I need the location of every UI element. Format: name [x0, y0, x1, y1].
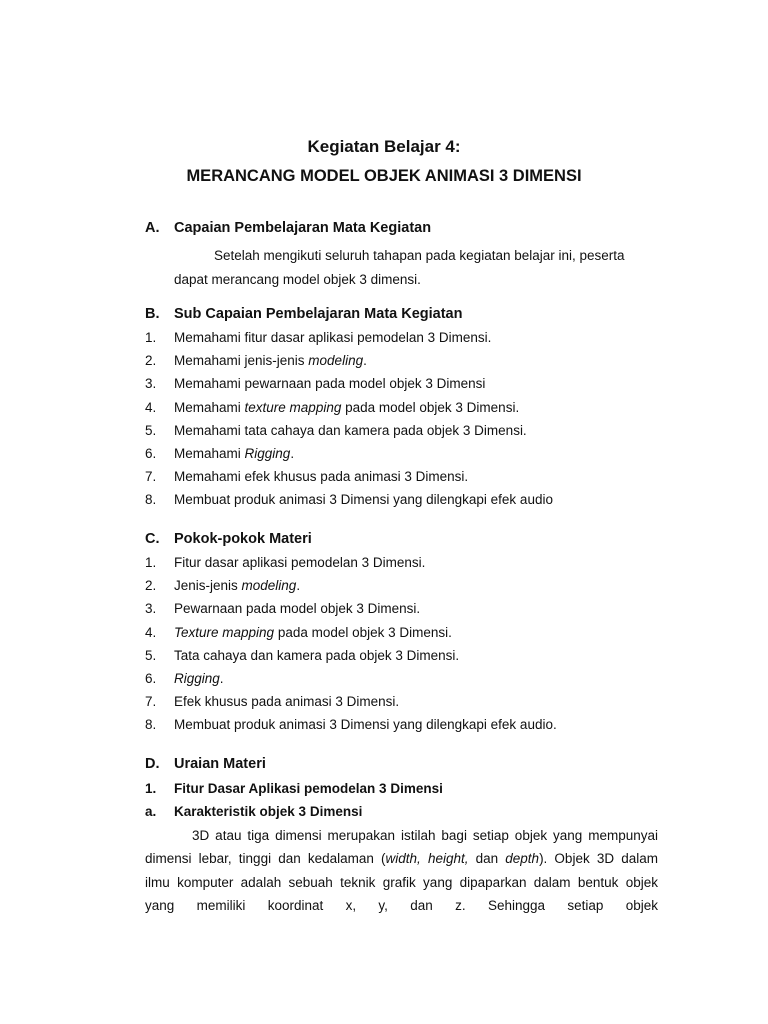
list-item: 7. Memahami efek khusus pada animasi 3 Dimensi. [145, 469, 469, 485]
list-item: 1. Fitur dasar aplikasi pemodelan 3 Dimensi. [145, 555, 426, 570]
section-a-title: Capaian Pembelajaran Mata Kegiatan [174, 220, 432, 236]
body-paragraph: 3D atau tiga dimensi merupakan istilah bagi setiap objek yang mempunyai dimensi lebar, tinggi dan kedalaman (width, height, dan depth). Objek 3D dalam ilmu komputer adalah sebuah teknik grafik yang dipaparkan dalam bentuk objek yang memiliki koordinat x, y, dan z. Sehingga setiap objek [145, 828, 658, 914]
list-item: 5. Memahami tata cahaya dan kamera pada objek 3 Dimensi. [145, 422, 527, 438]
list-item: 3. Pewarnaan pada model objek 3 Dimensi. [145, 601, 421, 617]
activity-title: Kegiatan Belajar 4: [307, 137, 461, 156]
section-c [145, 528, 665, 737]
section-d-letter: D. [145, 756, 160, 772]
list-item: 8. Membuat produk animasi 3 Dimensi yang dilengkapi efek audio [145, 492, 553, 508]
list-item: 6. Memahami Rigging. [145, 445, 295, 461]
list-item: 7. Efek khusus pada animasi 3 Dimensi. [145, 694, 400, 710]
activity-subtitle: MERANCANG MODEL OBJEK ANIMASI 3 DIMENSI [186, 167, 582, 185]
list-item: 8. Membuat produk animasi 3 Dimensi yang dilengkapi efek audio. [145, 717, 557, 733]
section-d-title: Uraian Materi [174, 756, 266, 772]
section-d-heading [145, 753, 665, 776]
list-item: 1. Memahami fitur dasar aplikasi pemodelan 3 Dimensi. [145, 330, 492, 345]
subsection-heading: 1. Fitur Dasar Aplikasi pemodelan 3 Dimensi [145, 781, 443, 796]
list-item: 5. Tata cahaya dan kamera pada objek 3 Dimensi. [145, 647, 460, 663]
section-a-paragraph [174, 244, 660, 291]
list-item: 3. Memahami pewarnaan pada model objek 3 Dimensi [145, 376, 486, 392]
list-item: 2. Memahami jenis-jenis modeling. [145, 353, 367, 369]
section-a [145, 217, 665, 291]
section-b-heading [145, 303, 665, 326]
section-b-letter: B. [145, 306, 160, 322]
sub-subsection-heading: a. Karakteristik objek 3 Dimensi [145, 804, 363, 819]
section-c-heading [145, 528, 665, 551]
section-a-heading [145, 217, 665, 240]
section-b-title: Sub Capaian Pembelajaran Mata Kegiatan [174, 306, 463, 322]
section-b-list [145, 326, 665, 512]
list-item: 4. Texture mapping pada model objek 3 Dimensi. [145, 624, 452, 640]
section-c-title: Pokok-pokok Materi [174, 531, 312, 547]
section-c-list [145, 551, 665, 737]
section-b [145, 303, 665, 512]
section-c-letter: C. [145, 531, 160, 547]
section-d [145, 753, 665, 918]
list-item: 4. Memahami texture mapping pada model objek 3 Dimensi. [145, 399, 520, 415]
section-a-text: Setelah mengikuti seluruh tahapan pada kegiatan belajar ini, peserta dapat merancang model objek 3 dimensi. [174, 248, 625, 287]
list-item: 6. Rigging. [145, 670, 224, 686]
section-a-letter: A. [145, 220, 160, 236]
list-item: 2. Jenis-jenis modeling. [145, 578, 301, 594]
